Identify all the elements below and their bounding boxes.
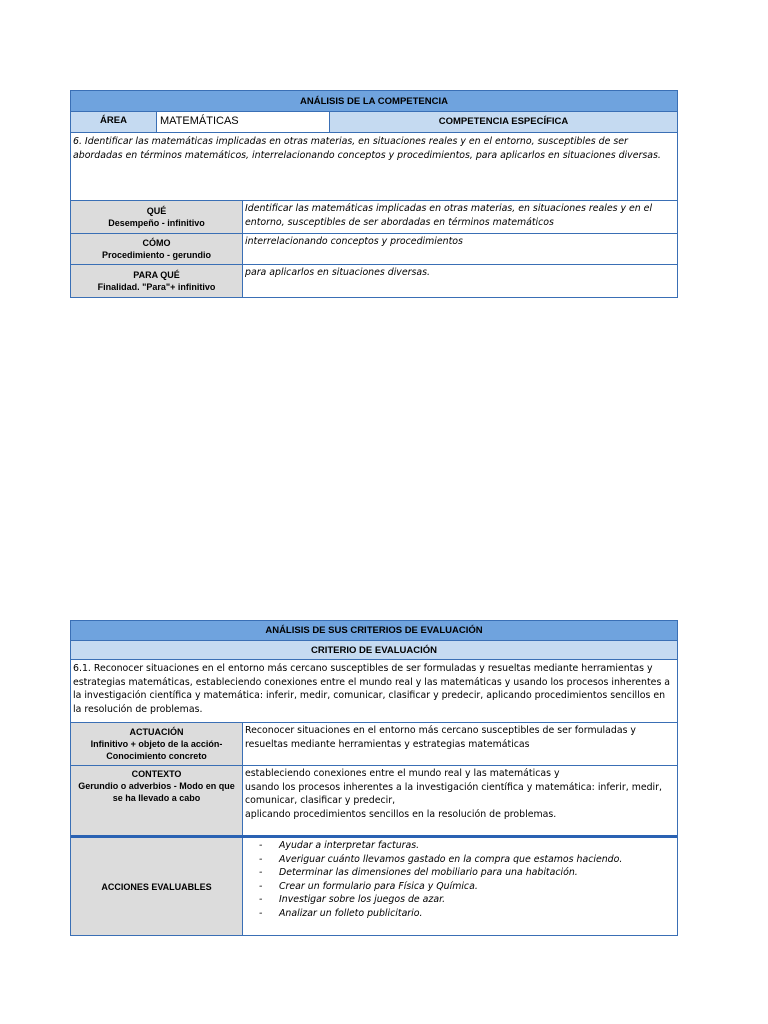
- dash-bullet: -: [259, 853, 263, 865]
- dash-bullet: -: [259, 894, 263, 905]
- contexto-row: [71, 765, 677, 835]
- accion-text: Averiguar cuánto llevamos gastado en la compra que estamos haciendo.: [279, 853, 623, 865]
- actuacion-sublabel-2: Conocimiento concreto: [106, 751, 207, 761]
- accion-text: Determinar las dimensiones del mobiliario para una habitación.: [279, 867, 578, 878]
- competencia-statement-row: [71, 132, 677, 200]
- para-que-sublabel: Finalidad. "Para"+ infinitivo: [97, 282, 216, 292]
- list-item: [245, 880, 675, 894]
- criterio-label-row: [71, 640, 677, 659]
- contexto-label: CONTEXTO: [131, 769, 182, 779]
- accion-text: Ayudar a interpretar facturas.: [279, 840, 420, 851]
- que-label-cell: [71, 201, 243, 233]
- dash-bullet: -: [259, 867, 263, 878]
- list-item: [245, 907, 675, 921]
- list-item: [245, 893, 675, 907]
- list-item: [245, 866, 675, 880]
- actuacion-label: ACTUACIÓN: [129, 727, 184, 737]
- como-sublabel: Procedimiento - gerundio: [101, 250, 211, 260]
- criterio-label: CRITERIO DE EVALUACIÓN: [311, 644, 437, 656]
- competencia-table: [70, 90, 678, 298]
- dash-bullet: -: [259, 840, 263, 851]
- como-row: [71, 233, 677, 264]
- contexto-sublabel: Gerundio o adverbios - Modo en que se ha llevado a cabo: [78, 781, 235, 803]
- acciones-row: [71, 835, 677, 935]
- criterios-title-row: [71, 621, 677, 640]
- para-que-row: [71, 264, 677, 297]
- area-label: ÁREA: [71, 112, 157, 132]
- competencia-title-row: [71, 91, 677, 111]
- contexto-line: aplicando procedimientos sencillos en la resolución de problemas.: [245, 808, 557, 820]
- competencia-statement: 6. Identificar las matemáticas implicadas en otras materias, en situaciones reales y en el entorno, susceptibles de ser abordadas en términos matemáticos, interrelacionando conceptos y procedimientos, para aplicarlos en situaciones diversas.: [73, 136, 661, 161]
- competencia-title: ANÁLISIS DE LA COMPETENCIA: [300, 95, 448, 107]
- list-item: [245, 839, 675, 853]
- que-label: QUÉ: [146, 206, 167, 216]
- criterios-table: [70, 620, 678, 936]
- area-row: [71, 111, 677, 132]
- como-label: CÓMO: [142, 238, 171, 248]
- actuacion-text: Reconocer situaciones en el entorno más cercano susceptibles de ser formuladas y resueltas mediante herramientas y estrategias matemáticas: [245, 725, 636, 750]
- acciones-label: ACCIONES EVALUABLES: [101, 881, 212, 892]
- competencia-especifica-label: COMPETENCIA ESPECÍFICA: [438, 116, 569, 127]
- que-row: [71, 200, 677, 233]
- acciones-list-cell: [243, 838, 677, 935]
- como-text: interrelacionando conceptos y procedimientos: [245, 236, 463, 247]
- list-item: [245, 853, 675, 867]
- acciones-list: [245, 839, 675, 920]
- que-text: Identificar las matemáticas implicadas en otras materias, en situaciones reales y en el entorno, susceptibles de ser abordadas en términos matemáticos: [245, 203, 653, 228]
- contexto-line: estableciendo conexiones entre el mundo real y las matemáticas y: [245, 768, 560, 779]
- actuacion-label-cell: [71, 723, 243, 765]
- dash-bullet: -: [259, 907, 263, 919]
- accion-text: Investigar sobre los juegos de azar.: [279, 894, 446, 905]
- para-que-label: PARA QUÉ: [133, 270, 180, 280]
- dash-bullet: -: [259, 880, 263, 892]
- actuacion-sublabel: Infinitivo + objeto de la acción-: [90, 739, 223, 749]
- accion-text: Crear un formulario para Física y Química.: [279, 880, 478, 892]
- criterios-title: ANÁLISIS DE SUS CRITERIOS DE EVALUACIÓN: [265, 625, 483, 636]
- acciones-label-cell: [71, 838, 243, 935]
- actuacion-row: [71, 722, 677, 765]
- contexto-text: [243, 766, 677, 835]
- area-value: MATEMÁTICAS: [157, 112, 330, 132]
- que-sublabel: Desempeño - infinitivo: [108, 218, 205, 228]
- para-que-label-cell: [71, 265, 243, 297]
- contexto-line: usando los procesos inherentes a la investigación científica y matemática: inferir, medir, comunicar, clasificar y predecir,: [245, 781, 662, 806]
- criterio-statement: 6.1. Reconocer situaciones en el entorno más cercano susceptibles de ser formuladas y resueltas mediante herramientas y estrategias matemáticas, estableciendo conexiones entre el mundo real y las matemáticas y usando los procesos inherentes a la investigación científica y matemática: inferir, medir, comunicar, clasificar y predecir, aplicando procedimientos sencillos en la resolución de problemas.: [73, 663, 671, 715]
- como-label-cell: [71, 234, 243, 264]
- criterio-statement-row: [71, 659, 677, 722]
- para-que-text: para aplicarlos en situaciones diversas.: [245, 267, 430, 278]
- accion-text: Analizar un folleto publicitario.: [279, 907, 423, 919]
- contexto-label-cell: [71, 766, 243, 835]
